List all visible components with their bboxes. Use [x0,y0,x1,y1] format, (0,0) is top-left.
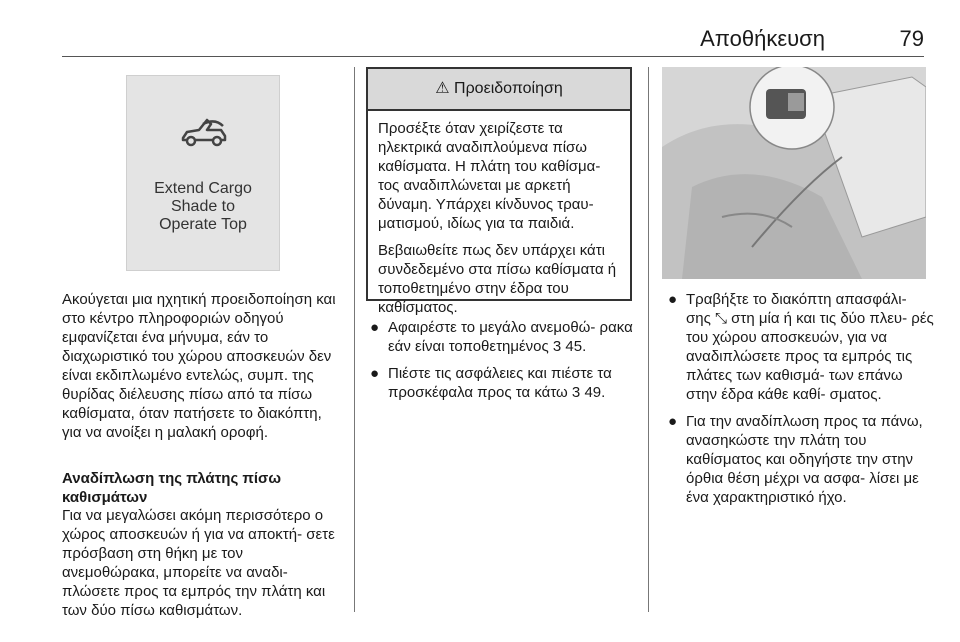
header-divider [62,56,924,57]
trunk-illustration-icon [662,67,926,279]
convertible-car-icon [177,116,229,152]
list-item-text: Πιέστε τις ασφάλειες και πιέστε τα προσκέφαλα προς τα κάτω 3 49. [388,365,612,401]
section-heading: Αναδίπλωση της πλάτης πίσω καθισμάτων [62,470,281,506]
info-display-screen [126,75,280,271]
header-title: Αποθήκευση [700,26,825,51]
trunk-release-photo [662,67,926,279]
col1-paragraph: Ακούγεται μια ηχητική προειδοποίηση και στο κέντρο πληροφοριών οδηγού εμφανίζεται ένα μήνυμα, εάν το διαχωριστικό του χώρου αποσκευών δεν είναι εκδιπλωμένο εντελώς, συμπ. της θυρίδας διέλευσης πίσω από τα πίσω καθίσματα, όταν πατήσετε το διακόπτη, για να ανοίξει η μαλακή οροφή. [62,291,336,441]
display-line-2: Shade to [170,198,236,215]
page-number: 79 [899,26,924,51]
col2-bullet-list [366,318,636,410]
bullet-icon: ● [370,319,380,336]
display-message [127,180,279,234]
column-divider-right [648,67,649,612]
warning-header [368,69,630,111]
list-item [366,364,636,402]
col3-bullet-list [664,290,934,515]
warning-box [366,67,632,316]
list-item [366,318,636,356]
bullet-icon: ● [668,291,678,308]
bullet-icon: ● [370,365,380,382]
list-item [664,290,934,404]
warning-title: Προειδοποίηση [454,80,563,97]
list-item-text: Τραβήξτε το διακόπτη απασφάλι- σης ⤡ στη μία ή και τις δύο πλευ- ρές του χώρου αποσκευών, για να αναδιπλώσετε προς τα εμπρός τις πλάτες των καθισμά- των επάνω στην έδρα κάθε καθί- σματος. [686,291,934,403]
list-item-text: Αφαιρέστε το μεγάλο ανεμοθώ- ρακα εάν είναι τοποθετημένος 3 45. [388,319,633,355]
warning-paragraph: Προσέξτε όταν χειρίζεστε τα ηλεκτρικά αναδιπλούμενα πίσω καθίσματα. Η πλάτη του καθίσμα- τος αναδιπλώνεται με αρκετή δύναμη. Υπάρχει κίνδυνος τραυ- ματισμού, ιδίως για τα παιδιά. [378,120,601,232]
display-line-1: Extend Cargo [154,180,252,197]
list-item-text: Για την αναδίπλωση προς τα πάνω, ανασηκώστε την πλάτη του καθίσματος και οδηγήστε την στην όρθια θέση μέχρι να ασφα- λίσει με ένα χαρακτηριστικό ήχο. [686,413,923,506]
warning-body [368,111,630,317]
col1-paragraph-2: Για να μεγαλώσει ακόμη περισσότερο ο χώρος αποσκευών ή για να αποκτή- σετε πρόσβαση στη θήκη με τον ανεμοθώρακα, μπορείτε να αναδι- πλώσετε προς τα εμπρός την πλάτη και των δύο πίσω καθισμάτων. [62,507,335,619]
column-divider-left [354,67,355,612]
list-item [664,412,934,507]
warning-paragraph: Βεβαιωθείτε πως δεν υπάρχει κάτι συνδεδεμένο στα πίσω καθίσματα ή τοποθετημένο στην έδρα του καθίσματος. [378,242,617,316]
bullet-icon: ● [668,413,678,430]
warning-triangle-icon: ⚠ [435,80,450,97]
info-display-figure [62,67,342,279]
display-line-3: Operate Top [159,216,247,233]
